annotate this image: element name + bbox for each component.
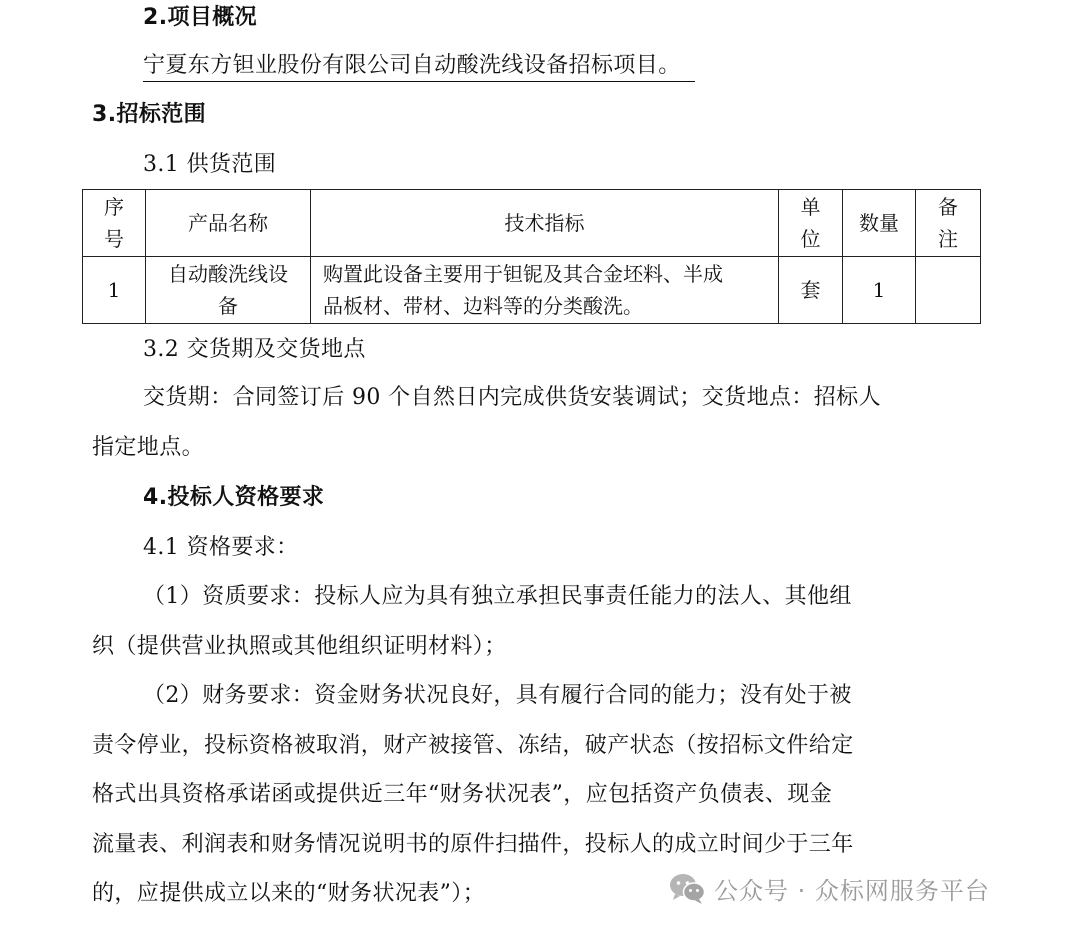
cell-remark [916, 257, 981, 324]
cell-quantity: 1 [843, 257, 916, 324]
header-remark: 备 注 [916, 190, 981, 257]
section-4-heading: 4.投标人资格要求 [143, 485, 325, 510]
project-overview-underlined: 宁夏东方钽业股份有限公司自动酸洗线设备招标项目。 [143, 53, 681, 82]
project-overview-text [143, 52, 695, 80]
delivery-text-line-1: 交货期：合同签订后 90 个自然日内完成供货安装调试；交货地点：招标人 [143, 385, 881, 410]
header-unit: 单 位 [779, 190, 843, 257]
section-2-heading: 2.项目概况 [143, 5, 258, 30]
header-seq: 序 号 [83, 190, 146, 257]
header-quantity: 数量 [843, 190, 916, 257]
supply-scope-table [82, 189, 981, 324]
cell-product-name: 自动酸洗线设 备 [146, 257, 311, 324]
cell-spec: 购置此设备主要用于钽铌及其合金坯料、半成 品板材、带材、边料等的分类酸洗。 [311, 257, 779, 324]
qualification-item-1-line-1: （1）资质要求：投标人应为具有独立承担民事责任能力的法人、其他组 [143, 584, 852, 609]
qualification-item-2-line-5: 的，应提供成立以来的“财务状况表”）； [92, 881, 486, 906]
wechat-icon [668, 871, 706, 905]
qualification-item-2-line-4: 流量表、利润表和财务情况说明书的原件扫描件，投标人的成立时间少于三年 [92, 832, 854, 857]
section-3-heading: 3.招标范围 [92, 102, 207, 127]
header-product-name: 产品名称 [146, 190, 311, 257]
table-header-row [83, 190, 981, 257]
header-spec: 技术指标 [311, 190, 779, 257]
qualification-item-1-line-2: 织（提供营业执照或其他组织证明材料）； [92, 634, 507, 659]
subsection-4-1-title: 4.1 资格要求： [143, 535, 299, 560]
qualification-item-2-line-2: 责令停业，投标资格被取消，财产被接管、冻结，破产状态（按招标文件给定 [92, 733, 854, 758]
qualification-item-2-line-3: 格式出具资格承诺函或提供近三年“财务状况表”，应包括资产负债表、现金 [92, 782, 833, 807]
table-row [83, 257, 981, 324]
watermark-text: 公众号 · 众标网服务平台 [714, 876, 990, 905]
cell-unit: 套 [779, 257, 843, 324]
cell-seq: 1 [83, 257, 146, 324]
watermark [668, 868, 990, 908]
delivery-text-line-2: 指定地点。 [92, 435, 205, 460]
subsection-3-2-title: 3.2 交货期及交货地点 [143, 337, 366, 362]
subsection-3-1-title: 3.1 供货范围 [143, 152, 277, 177]
qualification-item-2-line-1: （2）财务要求：资金财务状况良好，具有履行合同的能力；没有处于被 [143, 683, 852, 708]
